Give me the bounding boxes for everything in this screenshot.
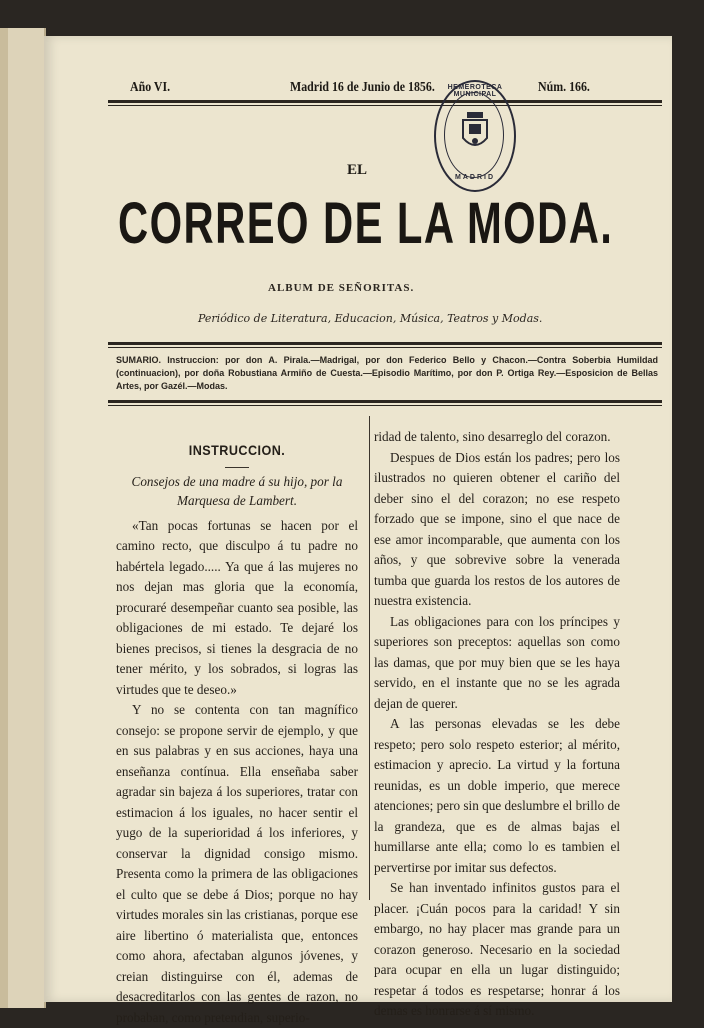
- issue-year: Año VI.: [130, 80, 171, 95]
- sumario-top-rule: [108, 342, 662, 345]
- paragraph: Despues de Dios están los padres; pero los ilustrados no quieren obtener el cariño del deber sino el del corazon; no ese respeto forzado que se impone, sino el que nace de ese amor incomparable, que aumenta con los años, y que sobrevive sobre la venerada tumba que guarda los restos de los autores de nuestra existencia.: [374, 449, 620, 608]
- heading-dash: [225, 467, 249, 468]
- masthead-title: CORREO DE LA MODA.: [118, 191, 614, 256]
- right-column: [374, 427, 620, 1022]
- sumario-top-rule-thin: [108, 347, 662, 348]
- sumario-bottom-rule-thin: [108, 405, 662, 406]
- library-stamp: [434, 80, 516, 192]
- sumario-bottom-rule: [108, 400, 662, 403]
- paragraph: «Tan pocas fortunas se hacen por el camino recto, que disculpo á tu padre no habértela legado..... Ya que á las mujeres no nos dejan mas gloria que la economía, procuraré desempeñar cuanto sea posible, las obligaciones de mi estado. Te dejaré los bienes precisos, si tienes la desgracia de no tener mérito, y los sobrados, si logras las virtudes que te deseo.»: [116, 517, 358, 697]
- article-lede: Consejos de una madre á su hijo, por la Marquesa de Lambert.: [131, 473, 343, 508]
- issue-number: Núm. 166.: [538, 80, 590, 95]
- paragraph: Las obligaciones para con los príncipes y superiores son preceptos: aquellas son como las damas, que por muy bien que se les haya servido, en el instante que no se les agrada dejan de querer.: [374, 613, 620, 711]
- header-rule-thin: [108, 105, 662, 106]
- paragraph: Se han inventado infinitos gustos para el placer. ¡Cuán pocos para la caridad! Y sin embargo, no hay placer mas grande para un corazon generoso. Necesario en la sociedad para ocupar en ella un lugar distinguido; respetar á todos es respetarse; honrar á los demas es honrarse á sí mismo.: [374, 880, 620, 1018]
- coat-of-arms-icon: [459, 110, 491, 154]
- left-column: [116, 440, 358, 1028]
- masthead-album: ALBUM DE SEÑORITAS.: [268, 282, 415, 294]
- paragraph: ridad de talento, sino desarreglo del corazon.: [374, 429, 611, 444]
- article-heading: INSTRUCCION.: [188, 442, 286, 458]
- paragraph: A las personas elevadas se les debe respeto; pero solo respeto esterior; al mérito, estimacion y aprecio. La virtud y la fortuna reunidas, es un doble imperio, que merece atenciones; pero sin que deslumbre el brillo de la grandeza, que es de almas bajas el humillarse ante ella; como lo es tambien el pervertirse por imitar sus defectos.: [374, 716, 620, 875]
- sumario-block: SUMARIO. Instruccion: por don A. Pirala.—Madrigal, por don Federico Bello y Chacon.—Contra Soberbia Humildad (continuacion), por doña Robustiana Armiño de Cuesta.—Episodio Marítimo, por don P. Ortiga Rey.—Esposicion de Bellas Artes, por Gazél.—Modas.: [116, 355, 658, 391]
- stamp-top-text: HEMEROTECA MUNICIPAL: [447, 84, 503, 98]
- masthead-subtitle: Periódico de Literatura, Educacion, Música, Teatros y Modas.: [198, 312, 543, 325]
- stamp-bottom-text: MADRID: [455, 174, 495, 181]
- paragraph: Y no se contenta con tan magnífico consejo: se propone servir de ejemplo, y que en sus palabras y en sus acciones, haya una enseñanza contínua. Ella enseñaba saber agradar sin bajeza á los superiores, tratar con estimacion á los iguales, no hacer sentir el yugo de la superioridad á los inferiores, y conservar la dignidad consigo mismo. Presenta como la primera de las obligaciones el culto que se debe á Dios; porque no hay virtudes morales sin las cristianas, porque ese aire libertino ó materialista que, entonces como ahora, afectaban algunos jóvenes, y creian distinguirse con él, ademas de desacreditarlos con las gentes de razon, no probaban, como pretendian, superio-: [116, 702, 358, 1025]
- facing-page-margin: [0, 28, 8, 1008]
- column-divider: [369, 416, 370, 900]
- header-rule: [108, 100, 662, 103]
- issue-date: Madrid 16 de Junio de 1856.: [290, 80, 435, 95]
- masthead-article: EL: [347, 162, 368, 178]
